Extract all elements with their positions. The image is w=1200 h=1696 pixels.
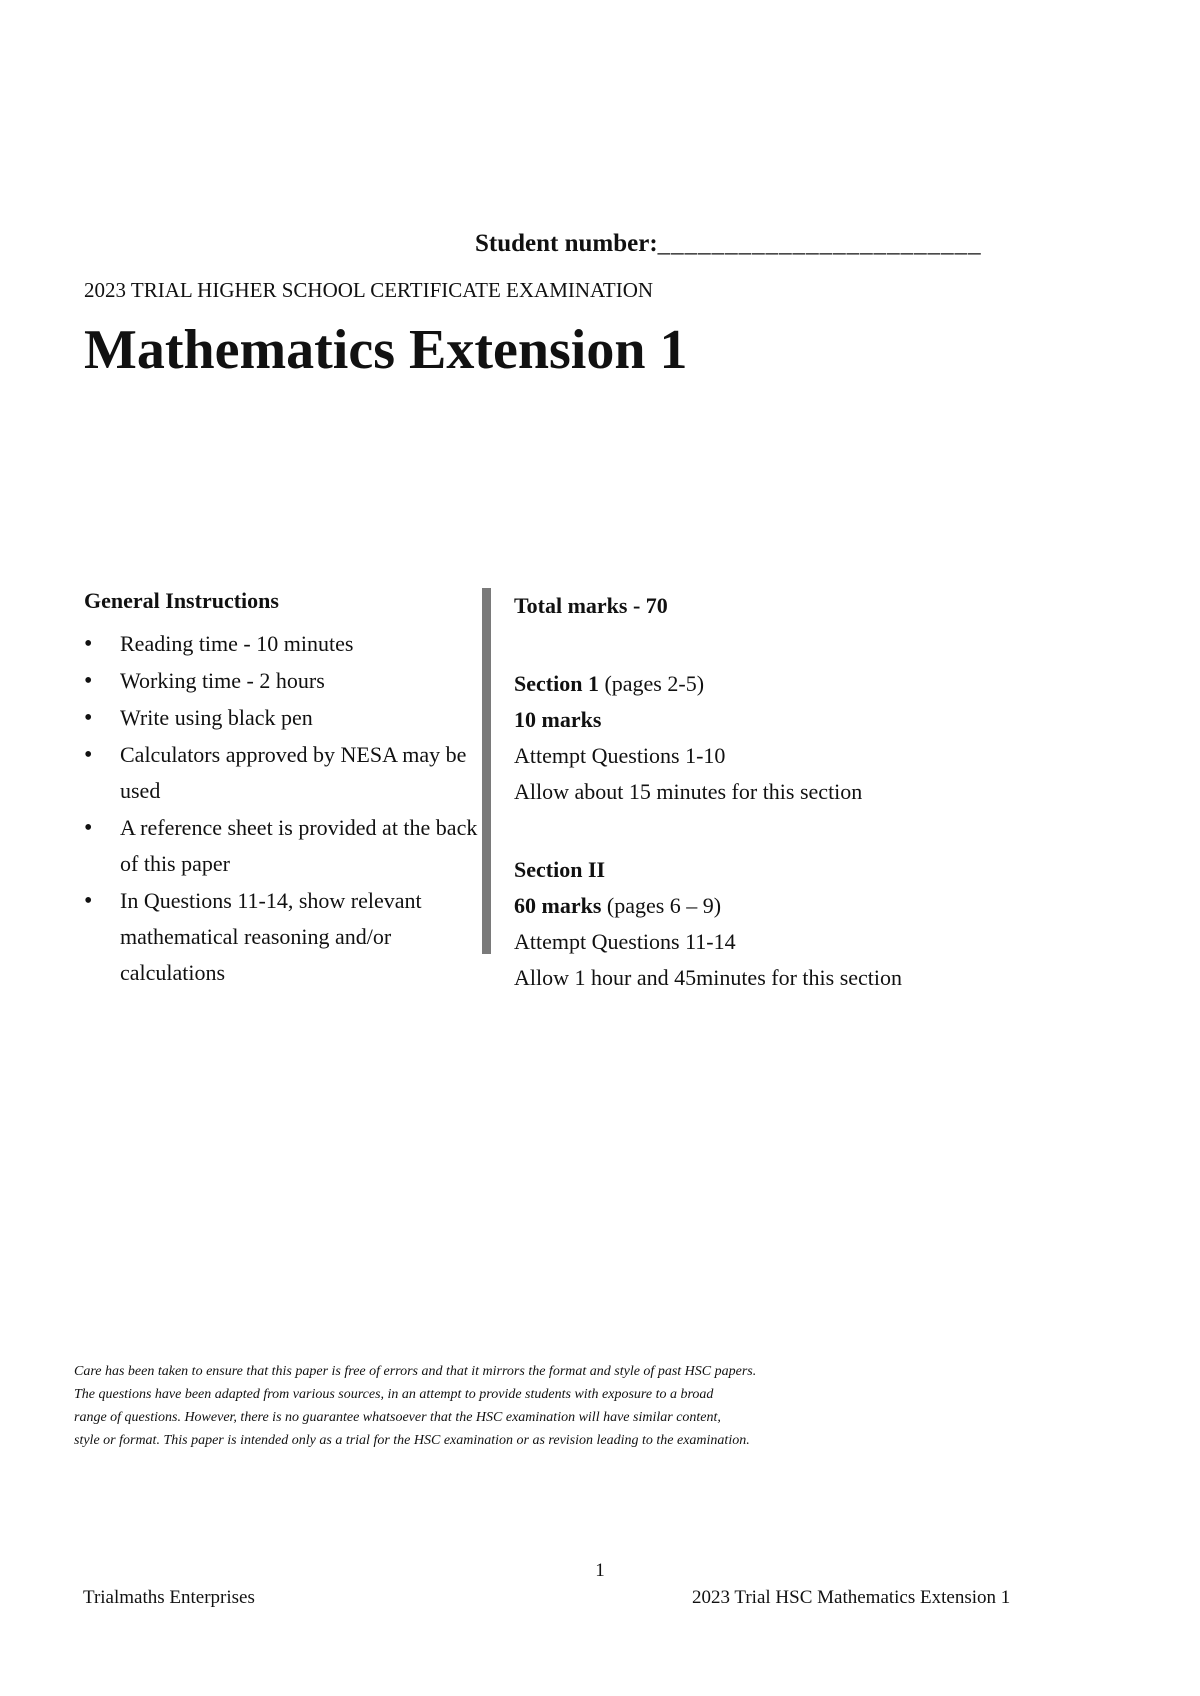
page-number: 1 — [595, 1560, 605, 1581]
disclaimer-line: The questions have been adapted from various sources, in an attempt to provide students with exposure to a broad — [74, 1387, 714, 1402]
exam-subtitle: 2023 TRIAL HIGHER SCHOOL CERTIFICATE EXAMINATION — [84, 278, 654, 302]
section1-pages: (pages 2-5) — [604, 671, 705, 696]
disclaimer — [74, 1360, 894, 1452]
section2-attempt: Attempt Questions 11-14 — [514, 929, 736, 954]
instruction-item: • Reading time - 10 minutes — [84, 626, 484, 662]
section1-marks: 10 marks — [514, 707, 602, 732]
student-number-line: ________________________ — [657, 230, 982, 257]
general-instructions — [84, 588, 484, 992]
student-number-label: Student number: — [475, 230, 658, 257]
section2-title: Section II — [514, 857, 606, 882]
student-number-field — [475, 230, 982, 258]
footer-publisher: Trialmaths Enterprises — [83, 1587, 255, 1608]
marks-summary — [514, 588, 1034, 996]
section2-marks: 60 marks — [514, 893, 602, 918]
section1-title: Section 1 — [514, 671, 599, 696]
exam-title: Mathematics Extension 1 — [84, 319, 688, 381]
instructions-heading: General Instructions — [84, 588, 279, 613]
section1-heading — [514, 666, 1034, 702]
instruction-item: • Calculators approved by NESA may be used — [84, 737, 484, 809]
footer-exam-name: 2023 Trial HSC Mathematics Extension 1 — [692, 1587, 1011, 1608]
section2-heading — [514, 888, 1034, 924]
section2-pages: (pages 6 – 9) — [606, 893, 722, 918]
section1-attempt: Attempt Questions 1-10 — [514, 743, 726, 768]
instruction-item: • A reference sheet is provided at the back of this paper — [84, 810, 484, 882]
section2-allow: Allow 1 hour and 45minutes for this section — [514, 965, 903, 990]
instruction-item: • In Questions 11-14, show relevant mathematical reasoning and/or calculations — [84, 883, 484, 991]
instructions-list — [84, 626, 484, 991]
disclaimer-line: range of questions. However, there is no guarantee whatsoever that the HSC examination will have similar content, — [74, 1410, 721, 1425]
section1-allow: Allow about 15 minutes for this section — [514, 779, 863, 804]
disclaimer-line: style or format. This paper is intended only as a trial for the HSC examination or as revision leading to the examination. — [74, 1433, 750, 1448]
instruction-item: • Write using black pen — [84, 700, 484, 736]
column-divider — [482, 588, 491, 954]
disclaimer-line: Care has been taken to ensure that this paper is free of errors and that it mirrors the format and style of past HSC papers. — [74, 1364, 757, 1379]
instruction-item: • Working time - 2 hours — [84, 663, 484, 699]
total-marks: Total marks - 70 — [514, 593, 668, 618]
